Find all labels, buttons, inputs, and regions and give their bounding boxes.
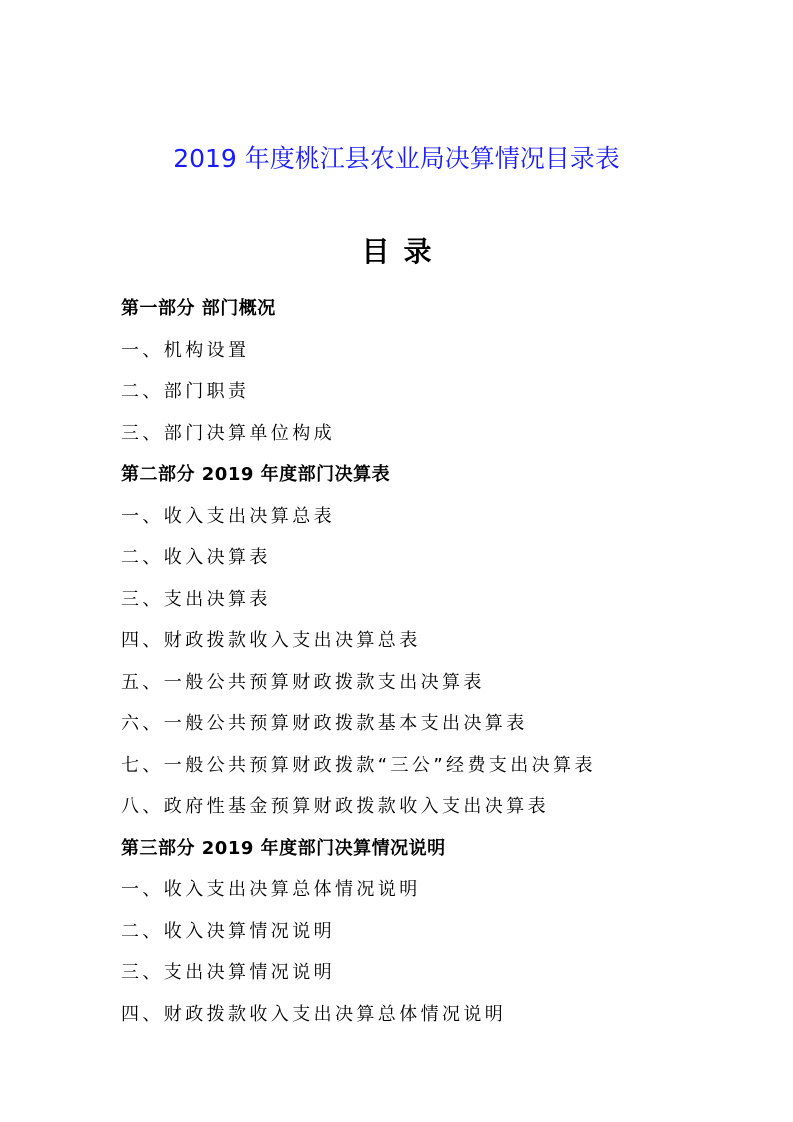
toc-entry: 一、收入支出决算总表 <box>121 505 335 527</box>
document-title: 2019 年度桃江县农业局决算情况目录表 <box>173 144 620 173</box>
toc-heading: 目录 <box>361 235 446 268</box>
toc-entry: 二、收入决算表 <box>121 547 271 568</box>
toc-part-heading: 第二部分 2019 年度部门决算表 <box>121 464 391 485</box>
toc-entry: 二、收入决算情况说明 <box>121 920 335 942</box>
toc-entry: 三、部门决算单位构成 <box>121 422 335 444</box>
toc-entry: 二、部门职责 <box>121 381 250 402</box>
toc-entry: 一、机构设置 <box>121 339 250 361</box>
toc-entry: 七、一般公共预算财政拨款“三公”经费支出决算表 <box>121 754 596 776</box>
toc-entry: 四、财政拨款收入支出决算总表 <box>121 630 421 651</box>
toc-entry: 一、收入支出决算总体情况说明 <box>121 879 421 900</box>
toc-entry: 五、一般公共预算财政拨款支出决算表 <box>121 671 485 693</box>
toc-entry: 三、支出决算情况说明 <box>121 962 335 983</box>
toc-entry: 四、财政拨款收入支出决算总体情况说明 <box>121 1003 507 1025</box>
toc-entry: 六、一般公共预算财政拨款基本支出决算表 <box>121 713 528 734</box>
toc-part-heading: 第三部分 2019 年度部门决算情况说明 <box>121 837 446 859</box>
toc-entry: 八、政府性基金预算财政拨款收入支出决算表 <box>121 796 549 817</box>
toc-entry: 三、支出决算表 <box>121 588 271 610</box>
toc-part-heading: 第一部分 部门概况 <box>121 298 276 319</box>
table-of-contents <box>121 288 721 1035</box>
